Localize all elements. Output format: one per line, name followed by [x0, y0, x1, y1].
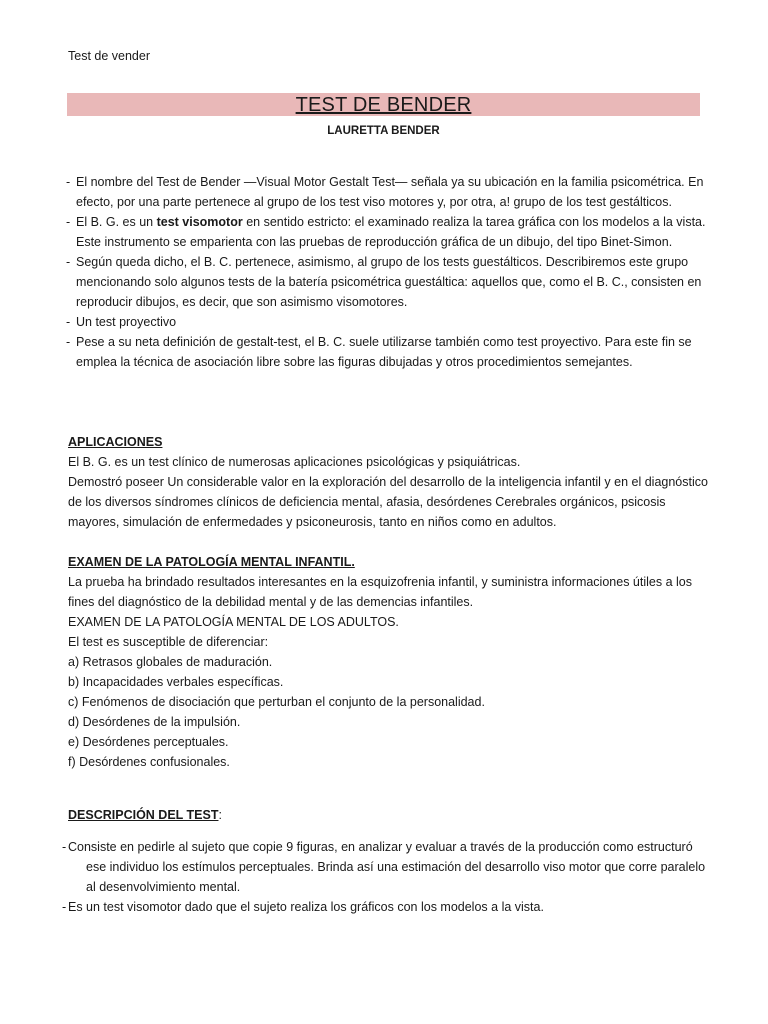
- author-subtitle: LAURETTA BENDER: [327, 125, 440, 137]
- list-item: [66, 172, 706, 212]
- document-header: Test de vender: [68, 49, 150, 63]
- bullet-dash: -: [66, 255, 71, 269]
- examen-section: [68, 552, 708, 772]
- heading-colon: :: [218, 808, 222, 822]
- bullet-text: Pese a su neta definición de gestalt-test, el B. C. suele utilizarse también como test proyectivo. Para este fin se emplea la técnica de asociación libre sobre las figuras dibujadas y otros procedimientos semejantes.: [76, 335, 692, 369]
- descripcion-heading-row: [68, 805, 708, 825]
- list-item: e) Desórdenes perceptuales.: [68, 735, 229, 749]
- intro-bullet-list: [66, 172, 706, 372]
- list-item: [66, 252, 706, 312]
- aplicaciones-section: [68, 432, 708, 532]
- title-banner: [67, 93, 700, 116]
- section-heading: DESCRIPCIÓN DEL TEST: [68, 808, 219, 822]
- paragraph: El B. G. es un test clínico de numerosas aplicaciones psicológicas y psiquiátricas.: [68, 455, 521, 469]
- paragraph: La prueba ha brindado resultados interesantes en la esquizofrenia infantil, y suministra informaciones útiles a los fines del diagnóstico de la debilidad mental y de las demencias infantiles.: [68, 575, 692, 609]
- list-item: a) Retrasos globales de maduración.: [68, 655, 273, 669]
- bullet-text-pre: El B. G. es un: [76, 215, 157, 229]
- bullet-text: Es un test visomotor dado que el sujeto realiza los gráficos con los modelos a la vista.: [68, 900, 544, 914]
- paragraph: Demostró poseer Un considerable valor en la exploración del desarrollo de la inteligencia infantil y en el diagnóstico de los diversos síndromes clínicos de deficiencia mental, afasia, desórdenes Cerebrales orgánicos, psicosis mayores, simulación de enfermedades y psiconeurosis, tanto en niños como en adultos.: [68, 475, 708, 529]
- bullet-text: Consiste en pedirle al sujeto que copie 9 figuras, en analizar y evaluar a través de la producción como estructuró ese individuo los estímulos perceptuales. Brinda así una estimación del desarrollo viso motor que corre paralelo al desenvolvimiento mental.: [68, 840, 706, 894]
- list-item: [66, 332, 706, 372]
- bullet-text: Según queda dicho, el B. C. pertenece, asimismo, al grupo de los tests guestálticos. Describiremos este grupo mencionando solo algunos tests de la batería psicométrica guestáltica: aquellos que, como el B. C., consisten en reproducir dibujos, es decir, que son asimismo visomotores.: [76, 255, 702, 309]
- list-item: [62, 897, 712, 917]
- list-item: [66, 212, 706, 252]
- paragraph: EXAMEN DE LA PATOLOGÍA MENTAL DE LOS ADULTOS.: [68, 615, 399, 629]
- bullet-dash: -: [66, 215, 71, 229]
- paragraph: El test es susceptible de diferenciar:: [68, 635, 269, 649]
- section-heading: APLICACIONES: [68, 435, 163, 449]
- bold-term: test visomotor: [156, 215, 243, 229]
- bullet-dash: -: [66, 335, 71, 349]
- bullet-text: El nombre del Test de Bender —Visual Motor Gestalt Test— señala ya su ubicación en la familia psicométrica. En efecto, por una parte pertenece al grupo de los test viso motores y, por otra, a! grupo de los test gestálticos.: [76, 175, 704, 209]
- section-heading: EXAMEN DE LA PATOLOGÍA MENTAL INFANTIL.: [68, 555, 355, 569]
- list-item: b) Incapacidades verbales específicas.: [68, 675, 284, 689]
- bullet-text-post: en sentido estricto: el examinado realiza la tarea gráfica con los modelos a la vista. Este instrumento se emparienta con las pruebas de reproducción gráfica de un dibujo, del tipo Binet-Simon.: [76, 215, 706, 249]
- page-title: TEST DE BENDER: [295, 94, 472, 116]
- bullet-dash: -: [66, 175, 71, 189]
- bullet-dash: -: [66, 315, 71, 329]
- descripcion-list: [62, 837, 712, 917]
- bullet-dash: -: [62, 840, 67, 854]
- bullet-text: [76, 212, 706, 252]
- list-item: [62, 837, 712, 897]
- list-item: f) Desórdenes confusionales.: [68, 755, 230, 769]
- bullet-text: Un test proyectivo: [76, 315, 177, 329]
- list-item: d) Desórdenes de la impulsión.: [68, 715, 241, 729]
- bullet-dash: -: [62, 900, 67, 914]
- list-item: [66, 312, 706, 332]
- list-item: c) Fenómenos de disociación que perturban el conjunto de la personalidad.: [68, 695, 485, 709]
